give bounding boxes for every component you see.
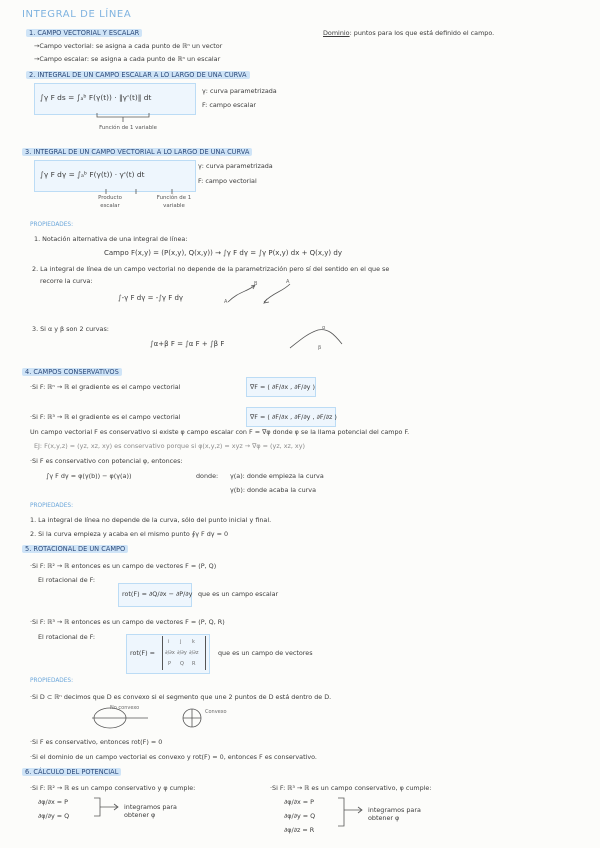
s5-rot2-formula: rot(F) = ∂Q/∂x − ∂P/∂y — [122, 590, 193, 598]
det-p: P — [168, 661, 172, 667]
s4-line-1: ·Si F: ℝⁿ → ℝ el gradiente es el campo vectorial — [30, 383, 181, 391]
section-5-header: 5. ROTACIONAL DE UN CAMPO — [22, 545, 128, 553]
page-title: INTEGRAL DE LÍNEA — [22, 9, 132, 20]
dominio-text: : puntos para los que está definido el campo. — [349, 29, 495, 37]
section-3-header: 3. INTEGRAL DE UN CAMPO VECTORIAL A LO LARGO DE UNA CURVA — [22, 148, 252, 156]
s6-a-1: ∂φ/∂x = P — [38, 798, 69, 806]
s4-note-start: γ(a): donde empieza la curva — [230, 472, 324, 480]
alpha-label: α — [322, 325, 326, 331]
s6-b-note: integramos para obtener φ — [368, 806, 421, 822]
section-2-header: 2. INTEGRAL DE UN CAMPO ESCALAR A LO LARGO DE UNA CURVA — [26, 71, 250, 79]
s5-line-1b: El rotacional de F: — [38, 576, 95, 584]
s5-prop-3: ·Si el dominio de un campo vectorial es convexo y rot(F) = 0, entonces F es conservativo. — [30, 753, 317, 761]
s6-b-arrow — [336, 796, 366, 830]
point-a-left: A — [224, 299, 228, 305]
section-6-header: 6. CÁLCULO DEL POTENCIAL — [22, 768, 121, 776]
s5-rot3-lhs: rot(F) = — [130, 649, 155, 657]
det-dz: ∂/∂z — [189, 650, 199, 656]
s4-where: donde: — [196, 472, 219, 480]
det-k: k — [192, 639, 195, 645]
s4-prop-2: 2. Si la curva empieza y acaba en el mismo punto ∮γ F dγ = 0 — [30, 530, 229, 538]
curve-orientation-sketch — [224, 278, 294, 308]
s6-a-arrow — [92, 796, 122, 820]
s3-properties-header: PROPIEDADES: — [30, 222, 74, 228]
det-q: Q — [180, 661, 184, 667]
s3-prop-1-formula: Campo F(x,y) = (P(x,y), Q(x,y)) → ∫γ F dγ = ∫γ P(x,y) dx + Q(x,y) dy — [104, 249, 342, 257]
point-a-right: A — [286, 279, 290, 285]
s5-prop-2: ·Si F es conservativo, entonces rot(F) = 0 — [30, 738, 163, 746]
section-1-header: 1. CAMPO VECTORIAL Y ESCALAR — [26, 29, 142, 37]
dominio-label: Dominio — [323, 29, 350, 37]
s4-potential-formula: ∫γ F dγ = φ(γ(b)) − φ(γ(a)) — [46, 472, 132, 480]
s2-underbrace — [95, 112, 155, 124]
convex-label: Convexo — [205, 709, 227, 715]
s4-conservative-def: Un campo vectorial F es conservativo si existe φ campo escalar con F = ∇φ donde φ se la llama potencial del campo F. — [30, 428, 410, 436]
s5-rot2-note: que es un campo escalar — [198, 590, 279, 598]
s4-note-end: γ(b): donde acaba la curva — [230, 486, 317, 494]
s4-line-2: ·Si F: ℝ³ → ℝ el gradiente es el campo vectorial — [30, 413, 181, 421]
s6-b-1: ∂φ/∂x = P — [284, 798, 315, 806]
s4-line-5: ·Si F es conservativo con potencial φ, entonces: — [30, 457, 183, 465]
s3-note-field: F: campo vectorial — [198, 177, 257, 185]
s3-under-product: Producto escalar — [98, 195, 122, 209]
s6-a-2: ∂φ/∂y = Q — [38, 812, 70, 820]
s5-prop-1: ·Si D ⊂ ℝⁿ decimos que D es convexo si el segmento que une 2 puntos de D está dentro de D. — [30, 693, 332, 701]
s3-prop-3-formula: ∫α+β F = ∫α F + ∫β F — [150, 340, 225, 348]
s6-b-3: ∂φ/∂z = R — [284, 826, 315, 834]
beta-label: β — [318, 345, 322, 351]
s5-line-1: ·Si F: ℝ² → ℝ entonces es un campo de vectores F = (P, Q) — [30, 562, 217, 570]
s6-a-header: ·Si F: ℝ² → ℝ es un campo conservativo y φ cumple: — [30, 784, 196, 792]
s1-line-2: →Campo escalar: se asigna a cada punto de ℝⁿ un escalar — [34, 55, 221, 63]
s2-note-curve: γ: curva parametrizada — [202, 87, 277, 95]
s4-prop-1: 1. La integral de línea no depende de la curva, sólo del punto inicial y final. — [30, 516, 272, 524]
non-convex-label: No convexo — [110, 705, 140, 711]
s6-b-2: ∂φ/∂y = Q — [284, 812, 316, 820]
s3-prop-1: 1. Notación alternativa de una integral de línea: — [34, 235, 188, 243]
det-dy: ∂/∂y — [177, 650, 187, 656]
s2-note-field: F: campo escalar — [202, 101, 257, 109]
det-r: R — [192, 661, 196, 667]
point-b-left: B — [254, 281, 258, 287]
s5-properties-header: PROPIEDADES: — [30, 678, 74, 684]
s3-prop-2-formula: ∫-γ F dγ = -∫γ F dγ — [118, 294, 184, 302]
det-i: i — [168, 639, 170, 645]
s5-line-2b: El rotacional de F: — [38, 633, 95, 641]
s2-formula: ∫γ F ds = ∫ₐᵇ F(γ(t)) · ‖γ'(t)‖ dt — [40, 93, 152, 102]
s5-rot3-note: que es un campo de vectores — [218, 649, 313, 657]
s6-b-header: ·Si F: ℝ³ → ℝ es un campo conservativo, φ cumple: — [270, 784, 432, 792]
det-j: j — [180, 639, 182, 645]
s3-prop-3: 3. Si α y β son 2 curvas: — [32, 325, 109, 333]
s5-line-2: ·Si F: ℝ³ → ℝ entonces es un campo de vectores F = (P, Q, R) — [30, 618, 225, 626]
s3-under-function: Función de 1 variable — [156, 195, 192, 209]
s3-note-curve: γ: curva parametrizada — [198, 162, 273, 170]
s4-gradient-3d: ∇F = ( ∂F/∂x , ∂F/∂y , ∂F/∂z ) — [250, 413, 337, 421]
s3-formula: ∫γ F dγ = ∫ₐᵇ F(γ(t)) · γ'(t) dt — [40, 170, 145, 179]
det-dx: ∂/∂x — [165, 650, 175, 656]
s1-line-1: →Campo vectorial: se asigna a cada punto de ℝⁿ un vector — [34, 42, 223, 50]
s4-gradient-2d: ∇F = ( ∂F/∂x , ∂F/∂y ) — [250, 383, 315, 391]
s2-under-label: Función de 1 variable — [99, 125, 157, 131]
s3-prop-2-cont: recorre la curva: — [40, 277, 93, 285]
s6-a-note: integramos para obtener φ — [124, 803, 177, 819]
s4-example: EJ: F(x,y,z) = (yz, xz, xy) es conservativo porque si φ(x,y,z) = xyz → ∇φ = (yz, xz, xy) — [34, 442, 305, 450]
section-4-header: 4. CAMPOS CONSERVATIVOS — [22, 368, 122, 376]
dominio-note — [323, 29, 494, 37]
s3-prop-2: 2. La integral de línea de un campo vectorial no depende de la parametrización pero sí del sentido en el que se — [32, 265, 390, 273]
s4-properties-header: PROPIEDADES: — [30, 503, 74, 509]
